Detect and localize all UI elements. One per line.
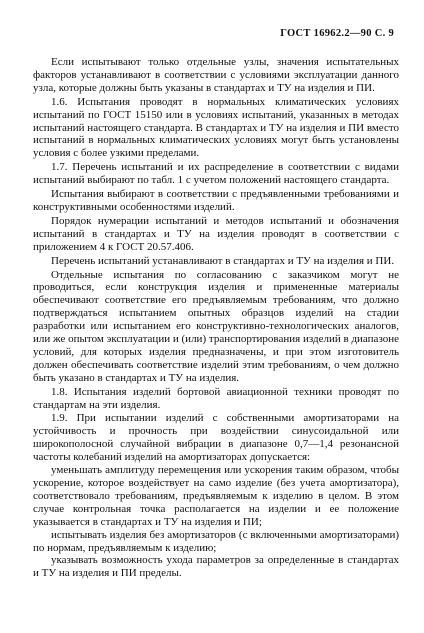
paragraph: Если испытывают только отдельные узлы, значения испытательных факторов устанавливают в соответствии с условиями эксплуатации данного узла, которые должны быть указаны в стандартах и ТУ на изделия и ПИ. — [33, 56, 399, 94]
paragraph: Перечень испытаний устанавливают в стандартах и ТУ на изделия и ПИ. — [51, 254, 395, 267]
paragraph: Порядок нумерации испытаний и методов испытаний и обозначения испытаний в стандартах и ТУ на изделия проводят в соответствии с приложением 4 к ГОСТ 20.57.406. — [33, 214, 399, 253]
list-item: испытывать изделия без амортизаторов (с включенными амортизаторами) по нормам, предъявляемым к изделию; — [33, 528, 399, 554]
paragraph: Испытания выбирают в соответствии с предъявленными требованиями и конструктивными особенностями изделий. — [33, 188, 399, 213]
body-text — [33, 56, 399, 580]
page-header: ГОСТ 16962.2—90 С. 9 — [280, 28, 394, 39]
paragraph-1-8: 1.8. Испытания изделий бортовой авиационной техники проводят по стандартам на эти изделия. — [33, 385, 399, 411]
paragraph-1-9: 1.9. При испытании изделий с собственными амортизаторами на устойчивость и прочность при воздействии синусоидальной или широкополосной случайной вибрации в диапазоне 0,7—1,4 резонансной частоты колебаний изделий на амортизаторах допускается: — [33, 412, 399, 464]
paragraph: Отдельные испытания по согласованию с заказчиком могут не проводиться, если конструкция изделия и примененные материалы обеспечивают соответствие его предъявляемым требованиям, что должно подтверждаться испытанием опытных образцов изделий на стадии разработки или испытанием его конструктивно-технологических аналогов, или же опытом эксплуатации и (или) транспортирования изделий в диапазоне условий, для которых изделия предназначены, и при этом изготовитель должен обеспечивать соответствие изделий этим требованиям, о чем должно быть указано в стандартах и ТУ на изделия. — [33, 268, 399, 384]
list-item: указывать возможность ухода параметров за определенные в стандартах и ТУ на изделия и ПИ пределы. — [33, 554, 399, 580]
list-item: уменьшать амплитуду перемещения или ускорения таким образом, чтобы ускорение, которое воздействует на само изделие (без учета амортизатора), соответствовало требованиям, предъявляемым к изделию в целом. В этом случае контрольная точка располагается на изделии и ее положение указывается в стандартах и ТУ на изделия и ПИ; — [33, 464, 399, 528]
paragraph-1-7: 1.7. Перечень испытаний и их распределение в соответствии с видами испытаний выбирают по табл. 1 с учетом положений настоящего стандарта. — [33, 161, 399, 187]
paragraph-1-6: 1.6. Испытания проводят в нормальных климатических условиях испытаний по ГОСТ 15150 или в условиях испытаний, указанных в методах испытаний настоящего стандарта. В стандартах и ТУ на изделия и ПИ вместо испытаний в нормальных климатических условиях могут быть установлены условия с более узкими пределами. — [33, 95, 399, 160]
